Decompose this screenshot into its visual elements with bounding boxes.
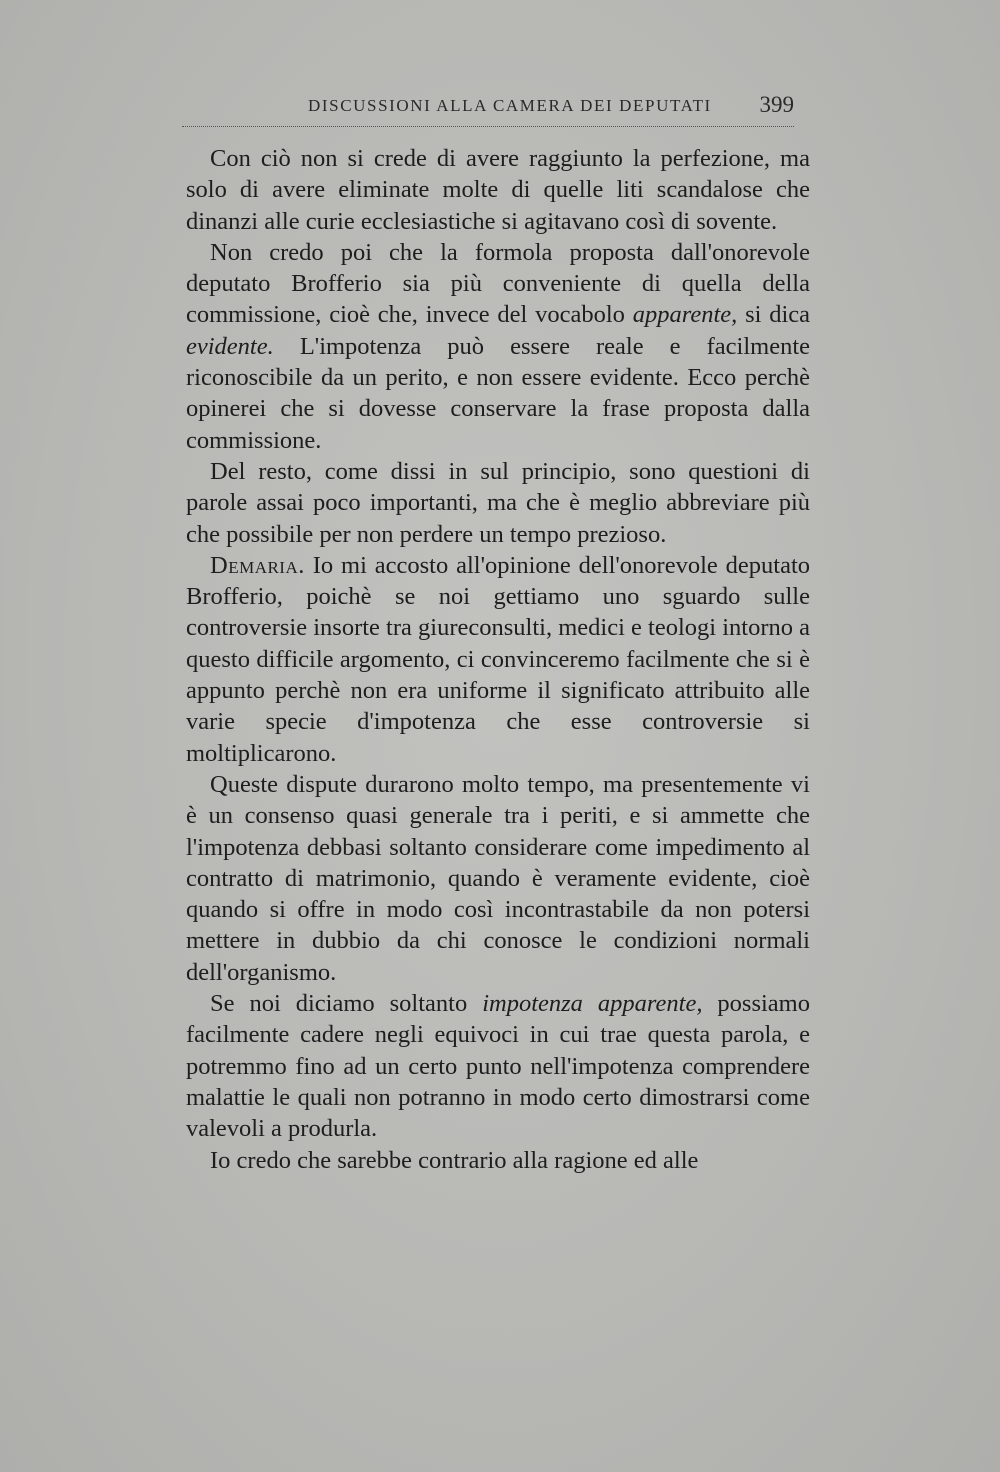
body-text [186, 143, 810, 1176]
paragraph-5 [186, 769, 810, 988]
paragraph-3 [186, 456, 810, 550]
paragraph-2-text-b: si dica [737, 301, 810, 329]
italic-term-impotenza-apparente: impotenza apparente, [482, 990, 703, 1018]
paragraph-6-text-a: Se noi diciamo soltanto [210, 990, 483, 1018]
paragraph-2-text-a: Non credo poi che la formola proposta dall'onorevole deputato Brofferio sia più conveniente di quella della commissione, cioè che, invece del vocabolo [186, 238, 810, 329]
running-title: DISCUSSIONI ALLA CAMERA DEI DEPUTATI [308, 96, 712, 115]
paragraph-1-text: Con ciò non si crede di avere raggiunto la perfezione, ma solo di avere eliminate molte di quelle liti scandalose che dinanzi alle curie ecclesiastiche si agitavano così di sovente. [186, 145, 810, 235]
paragraph-6-text-b: possiamo facilmente cadere negli equivoci in cui trae questa parola, e potremmo fino ad un certo punto nell'impotenza comprendere malattie le quali non potranno in modo certo dimostrarsi come valevoli a produrla. [186, 990, 810, 1143]
italic-term-evidente: evidente. [186, 332, 274, 360]
speaker-name: Demaria. [210, 551, 305, 579]
page-number: 399 [759, 92, 794, 117]
paragraph-4-text: Io mi accosto all'opinione dell'onorevole deputato Brofferio, poichè se noi gettiamo uno sguardo sulle controversie insorte tra giureconsulti, medici e teologi intorno a questo difficile argomento, ci convinceremo facilmente che si è appunto perchè non era uniforme il significato attribuito alle varie specie d'impotenza che esse controversie si moltiplicarono. [186, 551, 810, 767]
paragraph-3-text: Del resto, come dissi in sul principio, sono questioni di parole assai poco importanti, ma che è meglio abbreviare più che possibile per non perdere un tempo prezioso. [186, 457, 810, 548]
italic-term-apparente: apparente, [632, 301, 738, 329]
paragraph-2 [186, 237, 810, 456]
paragraph-5-text: Queste dispute durarono molto tempo, ma presentemente vi è un consenso quasi generale tra i periti, e si ammette che l'impotenza debbasi soltanto considerare come impedimento al contratto di matrimonio, quando è veramente evidente, cioè quando si offre in modo così incontrastabile da non potersi mettere in dubbio da chi conosce le condizioni normali dell'organismo. [186, 770, 810, 986]
paragraph-4 [186, 550, 810, 769]
paragraph-1 [186, 143, 810, 237]
header-divider [182, 126, 794, 127]
paragraph-7 [186, 1145, 810, 1176]
paragraph-6 [186, 988, 810, 1144]
running-head [182, 92, 810, 122]
paragraph-2-text-c: L'impotenza può essere reale e facilmente riconoscibile da un perito, e non essere evidente. Ecco perchè opinerei che si dovesse conservare la frase proposta dalla commissione. [186, 332, 810, 454]
paragraph-7-text: Io credo che sarebbe contrario alla ragione ed alle [210, 1146, 699, 1174]
